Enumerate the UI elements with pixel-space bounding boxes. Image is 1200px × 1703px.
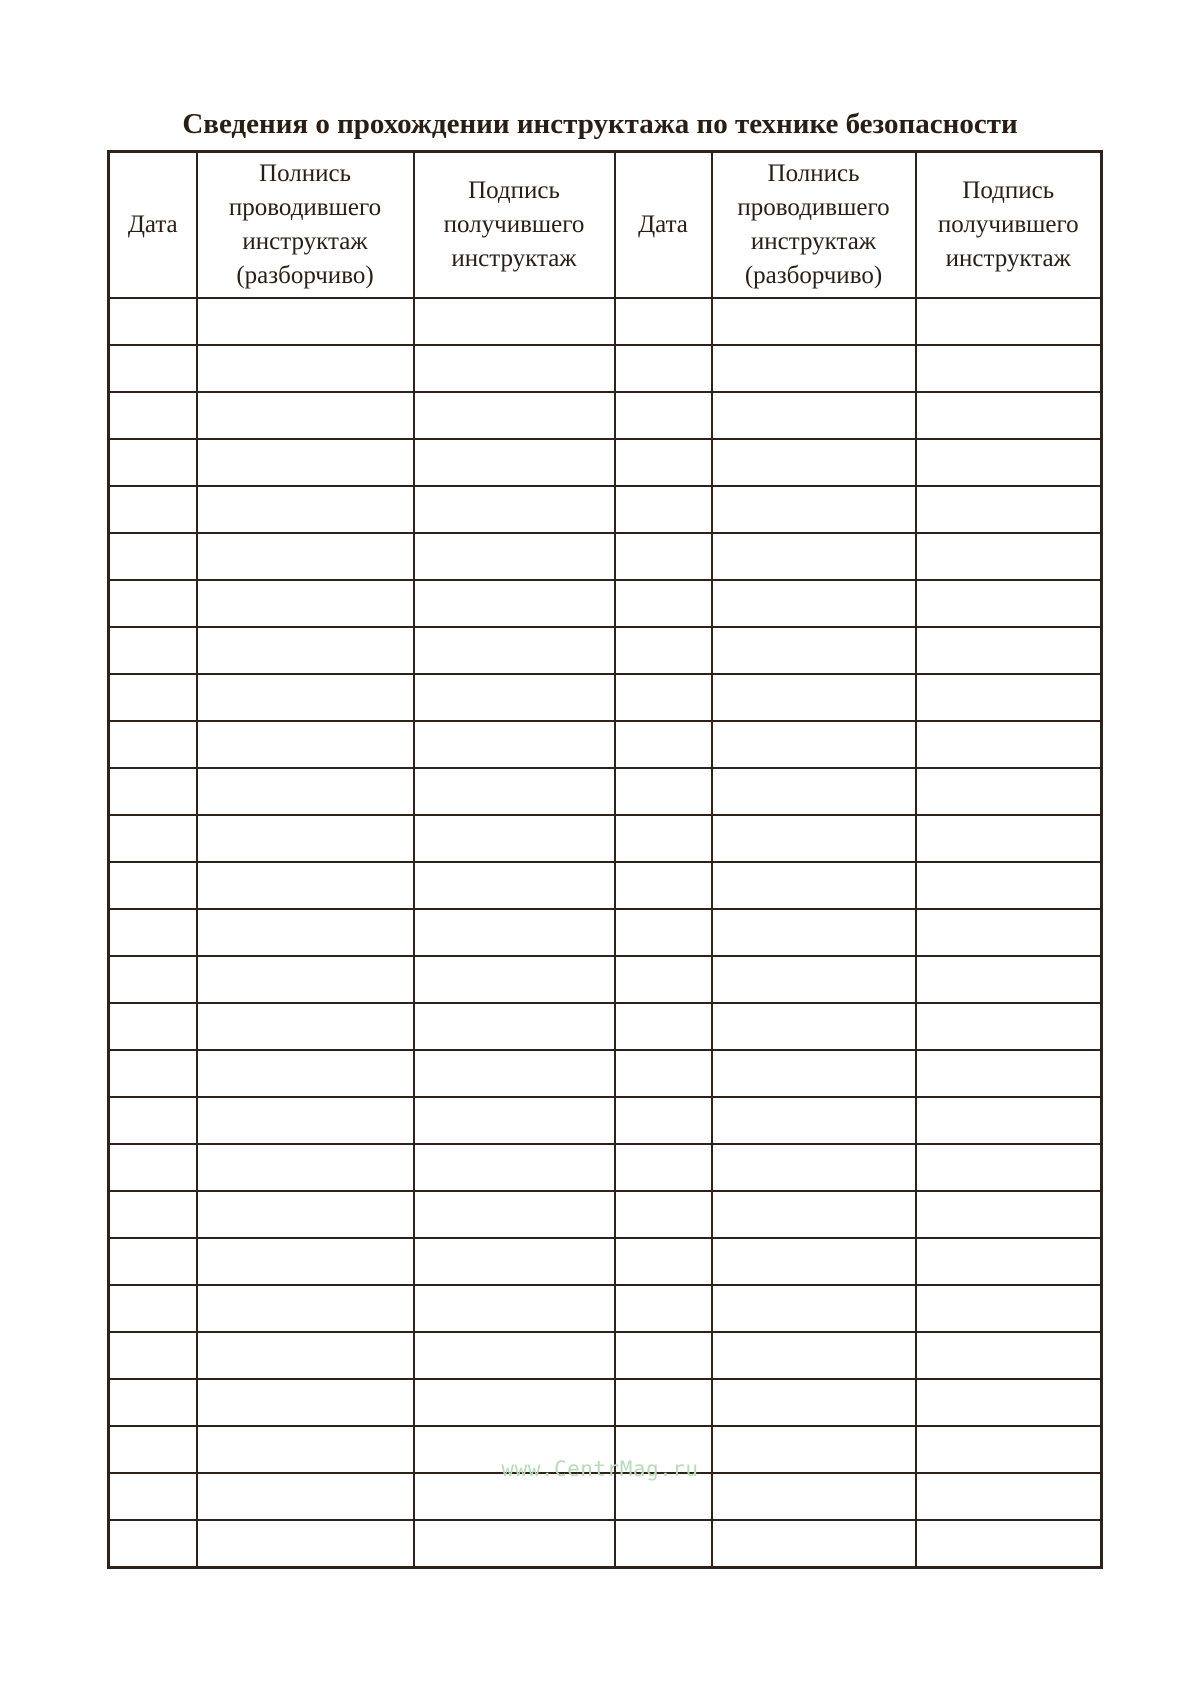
table-cell[interactable] (414, 956, 615, 1003)
table-cell[interactable] (109, 1285, 197, 1332)
table-cell[interactable] (197, 1144, 414, 1191)
table-row (109, 486, 1102, 533)
table-cell[interactable] (916, 721, 1102, 768)
table-cell[interactable] (615, 815, 712, 862)
table-cell[interactable] (615, 1379, 712, 1426)
table-row (109, 439, 1102, 486)
table-cell[interactable] (712, 392, 916, 439)
table-cell[interactable] (712, 1238, 916, 1285)
table-cell[interactable] (916, 439, 1102, 486)
table-row (109, 1191, 1102, 1238)
table-cell[interactable] (712, 345, 916, 392)
table-cell[interactable] (109, 627, 197, 674)
table-cell[interactable] (916, 1097, 1102, 1144)
table-cell[interactable] (615, 298, 712, 345)
table-cell[interactable] (197, 1003, 414, 1050)
table-cell[interactable] (414, 1379, 615, 1426)
table-row (109, 1520, 1102, 1568)
column-header-recipient-signature: Подпись получившего инструктаж (916, 152, 1102, 299)
table-cell[interactable] (109, 1332, 197, 1379)
table-cell[interactable] (109, 1191, 197, 1238)
table-cell[interactable] (414, 627, 615, 674)
table-cell[interactable] (712, 298, 916, 345)
table-cell[interactable] (414, 533, 615, 580)
table-cell[interactable] (197, 1332, 414, 1379)
table-cell[interactable] (109, 956, 197, 1003)
table-cell[interactable] (712, 721, 916, 768)
table-row (109, 1097, 1102, 1144)
table-cell[interactable] (414, 1332, 615, 1379)
table-cell[interactable] (414, 1050, 615, 1097)
instruction-log-table (107, 150, 1103, 1569)
column-header-date: Дата (109, 152, 197, 299)
table-cell[interactable] (109, 768, 197, 815)
table-row (109, 1050, 1102, 1097)
table-cell[interactable] (109, 1238, 197, 1285)
table-row (109, 1379, 1102, 1426)
table-cell[interactable] (197, 1097, 414, 1144)
table-cell[interactable] (712, 909, 916, 956)
table-cell[interactable] (712, 1379, 916, 1426)
table-cell[interactable] (197, 298, 414, 345)
table-cell[interactable] (712, 674, 916, 721)
table-row (109, 721, 1102, 768)
table-cell[interactable] (197, 439, 414, 486)
table-cell[interactable] (197, 1238, 414, 1285)
table-cell[interactable] (916, 909, 1102, 956)
table-cell[interactable] (916, 1191, 1102, 1238)
table-cell[interactable] (414, 1285, 615, 1332)
table-cell[interactable] (414, 345, 615, 392)
table-cell[interactable] (712, 439, 916, 486)
table-cell[interactable] (712, 768, 916, 815)
table-cell[interactable] (615, 345, 712, 392)
table-cell[interactable] (615, 1144, 712, 1191)
table-cell[interactable] (916, 1144, 1102, 1191)
table-cell[interactable] (414, 580, 615, 627)
table-cell[interactable] (109, 439, 197, 486)
table-cell[interactable] (615, 1191, 712, 1238)
table-cell[interactable] (916, 815, 1102, 862)
table-row (109, 580, 1102, 627)
table-cell[interactable] (109, 1097, 197, 1144)
table-cell[interactable] (712, 1097, 916, 1144)
column-header-instructor-signature: Полнись проводившего инструктаж (разборчиво) (712, 152, 916, 299)
table-cell[interactable] (615, 768, 712, 815)
table-row (109, 956, 1102, 1003)
table-cell[interactable] (712, 1332, 916, 1379)
table-row (109, 1144, 1102, 1191)
table-cell[interactable] (916, 1050, 1102, 1097)
table-cell[interactable] (916, 674, 1102, 721)
table-cell[interactable] (712, 1144, 916, 1191)
table-cell[interactable] (615, 1520, 712, 1568)
table-cell[interactable] (916, 298, 1102, 345)
table-row (109, 627, 1102, 674)
table-cell[interactable] (197, 721, 414, 768)
table-cell[interactable] (109, 533, 197, 580)
table-cell[interactable] (615, 674, 712, 721)
table-row (109, 815, 1102, 862)
table-cell[interactable] (414, 1144, 615, 1191)
table-cell[interactable] (916, 533, 1102, 580)
table-cell[interactable] (109, 815, 197, 862)
table-cell[interactable] (916, 1238, 1102, 1285)
table-cell[interactable] (109, 298, 197, 345)
table-cell[interactable] (916, 862, 1102, 909)
table-row (109, 909, 1102, 956)
table-cell[interactable] (197, 862, 414, 909)
table-cell[interactable] (615, 486, 712, 533)
watermark: www.CentrMag.ru (501, 1457, 699, 1481)
table-row (109, 533, 1102, 580)
table-cell[interactable] (197, 1285, 414, 1332)
table-cell[interactable] (712, 486, 916, 533)
table-cell[interactable] (615, 862, 712, 909)
table-cell[interactable] (109, 1144, 197, 1191)
table-cell[interactable] (414, 439, 615, 486)
column-header-recipient-signature: Подпись получившего инструктаж (414, 152, 615, 299)
table-cell[interactable] (712, 580, 916, 627)
table-cell[interactable] (615, 956, 712, 1003)
table-cell[interactable] (916, 768, 1102, 815)
table-cell[interactable] (712, 1285, 916, 1332)
table-cell[interactable] (615, 439, 712, 486)
table-cell[interactable] (615, 627, 712, 674)
table-cell[interactable] (615, 1332, 712, 1379)
table-cell[interactable] (916, 1285, 1102, 1332)
table-cell[interactable] (414, 298, 615, 345)
table-cell[interactable] (615, 1097, 712, 1144)
table-cell[interactable] (916, 627, 1102, 674)
table-row (109, 1285, 1102, 1332)
table-cell[interactable] (916, 392, 1102, 439)
table-row (109, 1238, 1102, 1285)
column-header-instructor-signature: Полнись проводившего инструктаж (разборчиво) (197, 152, 414, 299)
table-cell[interactable] (916, 1520, 1102, 1568)
table-row (109, 768, 1102, 815)
table-cell[interactable] (414, 1191, 615, 1238)
table-cell[interactable] (712, 533, 916, 580)
table-cell[interactable] (197, 392, 414, 439)
table-cell[interactable] (109, 674, 197, 721)
table-cell[interactable] (712, 1191, 916, 1238)
table-header-row (109, 152, 1102, 299)
table-cell[interactable] (615, 721, 712, 768)
table-cell[interactable] (615, 1285, 712, 1332)
table-cell[interactable] (197, 1379, 414, 1426)
table-cell[interactable] (197, 627, 414, 674)
table-cell[interactable] (712, 862, 916, 909)
table-cell[interactable] (197, 815, 414, 862)
table-cell[interactable] (197, 580, 414, 627)
table-cell[interactable] (712, 1050, 916, 1097)
table-cell[interactable] (109, 1050, 197, 1097)
table-cell[interactable] (615, 1003, 712, 1050)
table-cell[interactable] (916, 1332, 1102, 1379)
table-cell[interactable] (414, 392, 615, 439)
table-row (109, 1003, 1102, 1050)
table-body (109, 298, 1102, 1568)
table-cell[interactable] (109, 1379, 197, 1426)
table-cell[interactable] (712, 815, 916, 862)
table-cell[interactable] (916, 486, 1102, 533)
table-cell[interactable] (414, 1238, 615, 1285)
table-cell[interactable] (414, 1520, 615, 1568)
table-cell[interactable] (414, 815, 615, 862)
table-cell[interactable] (109, 392, 197, 439)
table-cell[interactable] (414, 1003, 615, 1050)
table-cell[interactable] (615, 533, 712, 580)
table-cell[interactable] (197, 768, 414, 815)
table-cell[interactable] (109, 721, 197, 768)
table-row (109, 345, 1102, 392)
table-cell[interactable] (109, 345, 197, 392)
table-cell[interactable] (916, 580, 1102, 627)
table-cell[interactable] (197, 1050, 414, 1097)
page-title: Сведения о прохождении инструктажа по технике безопасности (182, 108, 1018, 140)
table-row (109, 298, 1102, 345)
table-cell[interactable] (197, 956, 414, 1003)
table-cell[interactable] (414, 1097, 615, 1144)
table-cell[interactable] (414, 768, 615, 815)
table-cell[interactable] (197, 674, 414, 721)
table-cell[interactable] (916, 1003, 1102, 1050)
column-header-date: Дата (615, 152, 712, 299)
table-cell[interactable] (414, 721, 615, 768)
table-cell[interactable] (712, 1520, 916, 1568)
table-cell[interactable] (109, 580, 197, 627)
table-cell[interactable] (712, 956, 916, 1003)
table-cell[interactable] (197, 1191, 414, 1238)
table-cell[interactable] (712, 627, 916, 674)
table-cell[interactable] (197, 533, 414, 580)
table-cell[interactable] (615, 1050, 712, 1097)
table-cell[interactable] (197, 345, 414, 392)
table-cell[interactable] (109, 909, 197, 956)
table-cell[interactable] (615, 909, 712, 956)
table-cell[interactable] (615, 580, 712, 627)
table-cell[interactable] (916, 1379, 1102, 1426)
table-cell[interactable] (414, 674, 615, 721)
table-row (109, 862, 1102, 909)
table-cell[interactable] (197, 909, 414, 956)
table-cell[interactable] (109, 1520, 197, 1568)
table-cell[interactable] (109, 486, 197, 533)
table-row (109, 1332, 1102, 1379)
table-cell[interactable] (414, 909, 615, 956)
table-cell[interactable] (712, 1003, 916, 1050)
table-cell[interactable] (109, 862, 197, 909)
table-row (109, 392, 1102, 439)
table-cell[interactable] (615, 392, 712, 439)
table-cell[interactable] (916, 956, 1102, 1003)
table-cell[interactable] (197, 486, 414, 533)
table-cell[interactable] (197, 1520, 414, 1568)
table-cell[interactable] (414, 862, 615, 909)
table-cell[interactable] (916, 345, 1102, 392)
table-cell[interactable] (414, 486, 615, 533)
table-row (109, 674, 1102, 721)
table-cell[interactable] (109, 1003, 197, 1050)
table-cell[interactable] (615, 1238, 712, 1285)
